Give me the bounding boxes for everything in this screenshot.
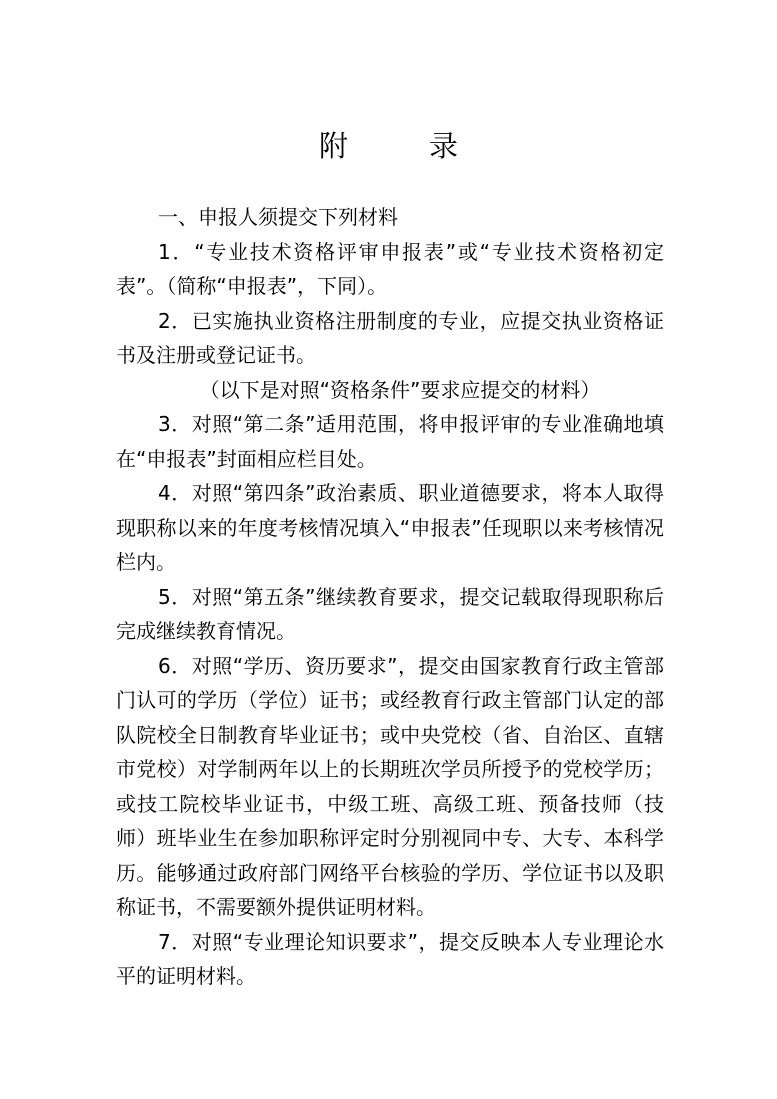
paragraph-item-6: 6．对照“学历、资历要求”，提交由国家教育行政主管部门认可的学历（学位）证书；或经教育行政主管部门认定的部队院校全日制教育毕业证书；或中央党校（省、自治区、直辖市党校）对学制两年以上的长期班次学员所授予的党校学历；或技工院校毕业证书，中级工班、高级工班、预备技师（技师）班毕业生在参加职称评定时分别视同中专、大专、本科学历。能够通过政府部门网络平台核验的学历、学位证书以及职称证书，不需要额外提供证明材料。 — [116, 653, 664, 919]
paragraph-item-4: 4．对照“第四条”政治素质、职业道德要求，将本人取得现职称以来的年度考核情况填入“申报表”任现职以来考核情况栏内。 — [116, 481, 664, 574]
paragraph-item-2: 2．已实施执业资格注册制度的专业，应提交执业资格证书及注册或登记证书。 — [116, 308, 664, 367]
section-heading: 一、申报人须提交下列材料 — [158, 205, 398, 229]
paragraph-note: （以下是对照“资格条件”要求应提交的材料） — [199, 377, 601, 402]
document-body — [116, 200, 664, 994]
paragraph-item-7: 7．对照“专业理论知识要求”，提交反映本人专业理论水平的证明材料。 — [116, 929, 664, 988]
paragraph-item-1: 1．“专业技术资格评审申报表”或“专业技术资格初定表”。（简称“申报表”，下同）。 — [116, 239, 664, 298]
page-title: 附 录 — [318, 129, 484, 163]
paragraph-item-3: 3．对照“第二条”适用范围，将申报评审的专业准确地填在“申报表”封面相应栏目处。 — [116, 412, 664, 471]
paragraph-item-5: 5．对照“第五条”继续教育要求，提交记载取得现职称后完成继续教育情况。 — [116, 584, 664, 643]
